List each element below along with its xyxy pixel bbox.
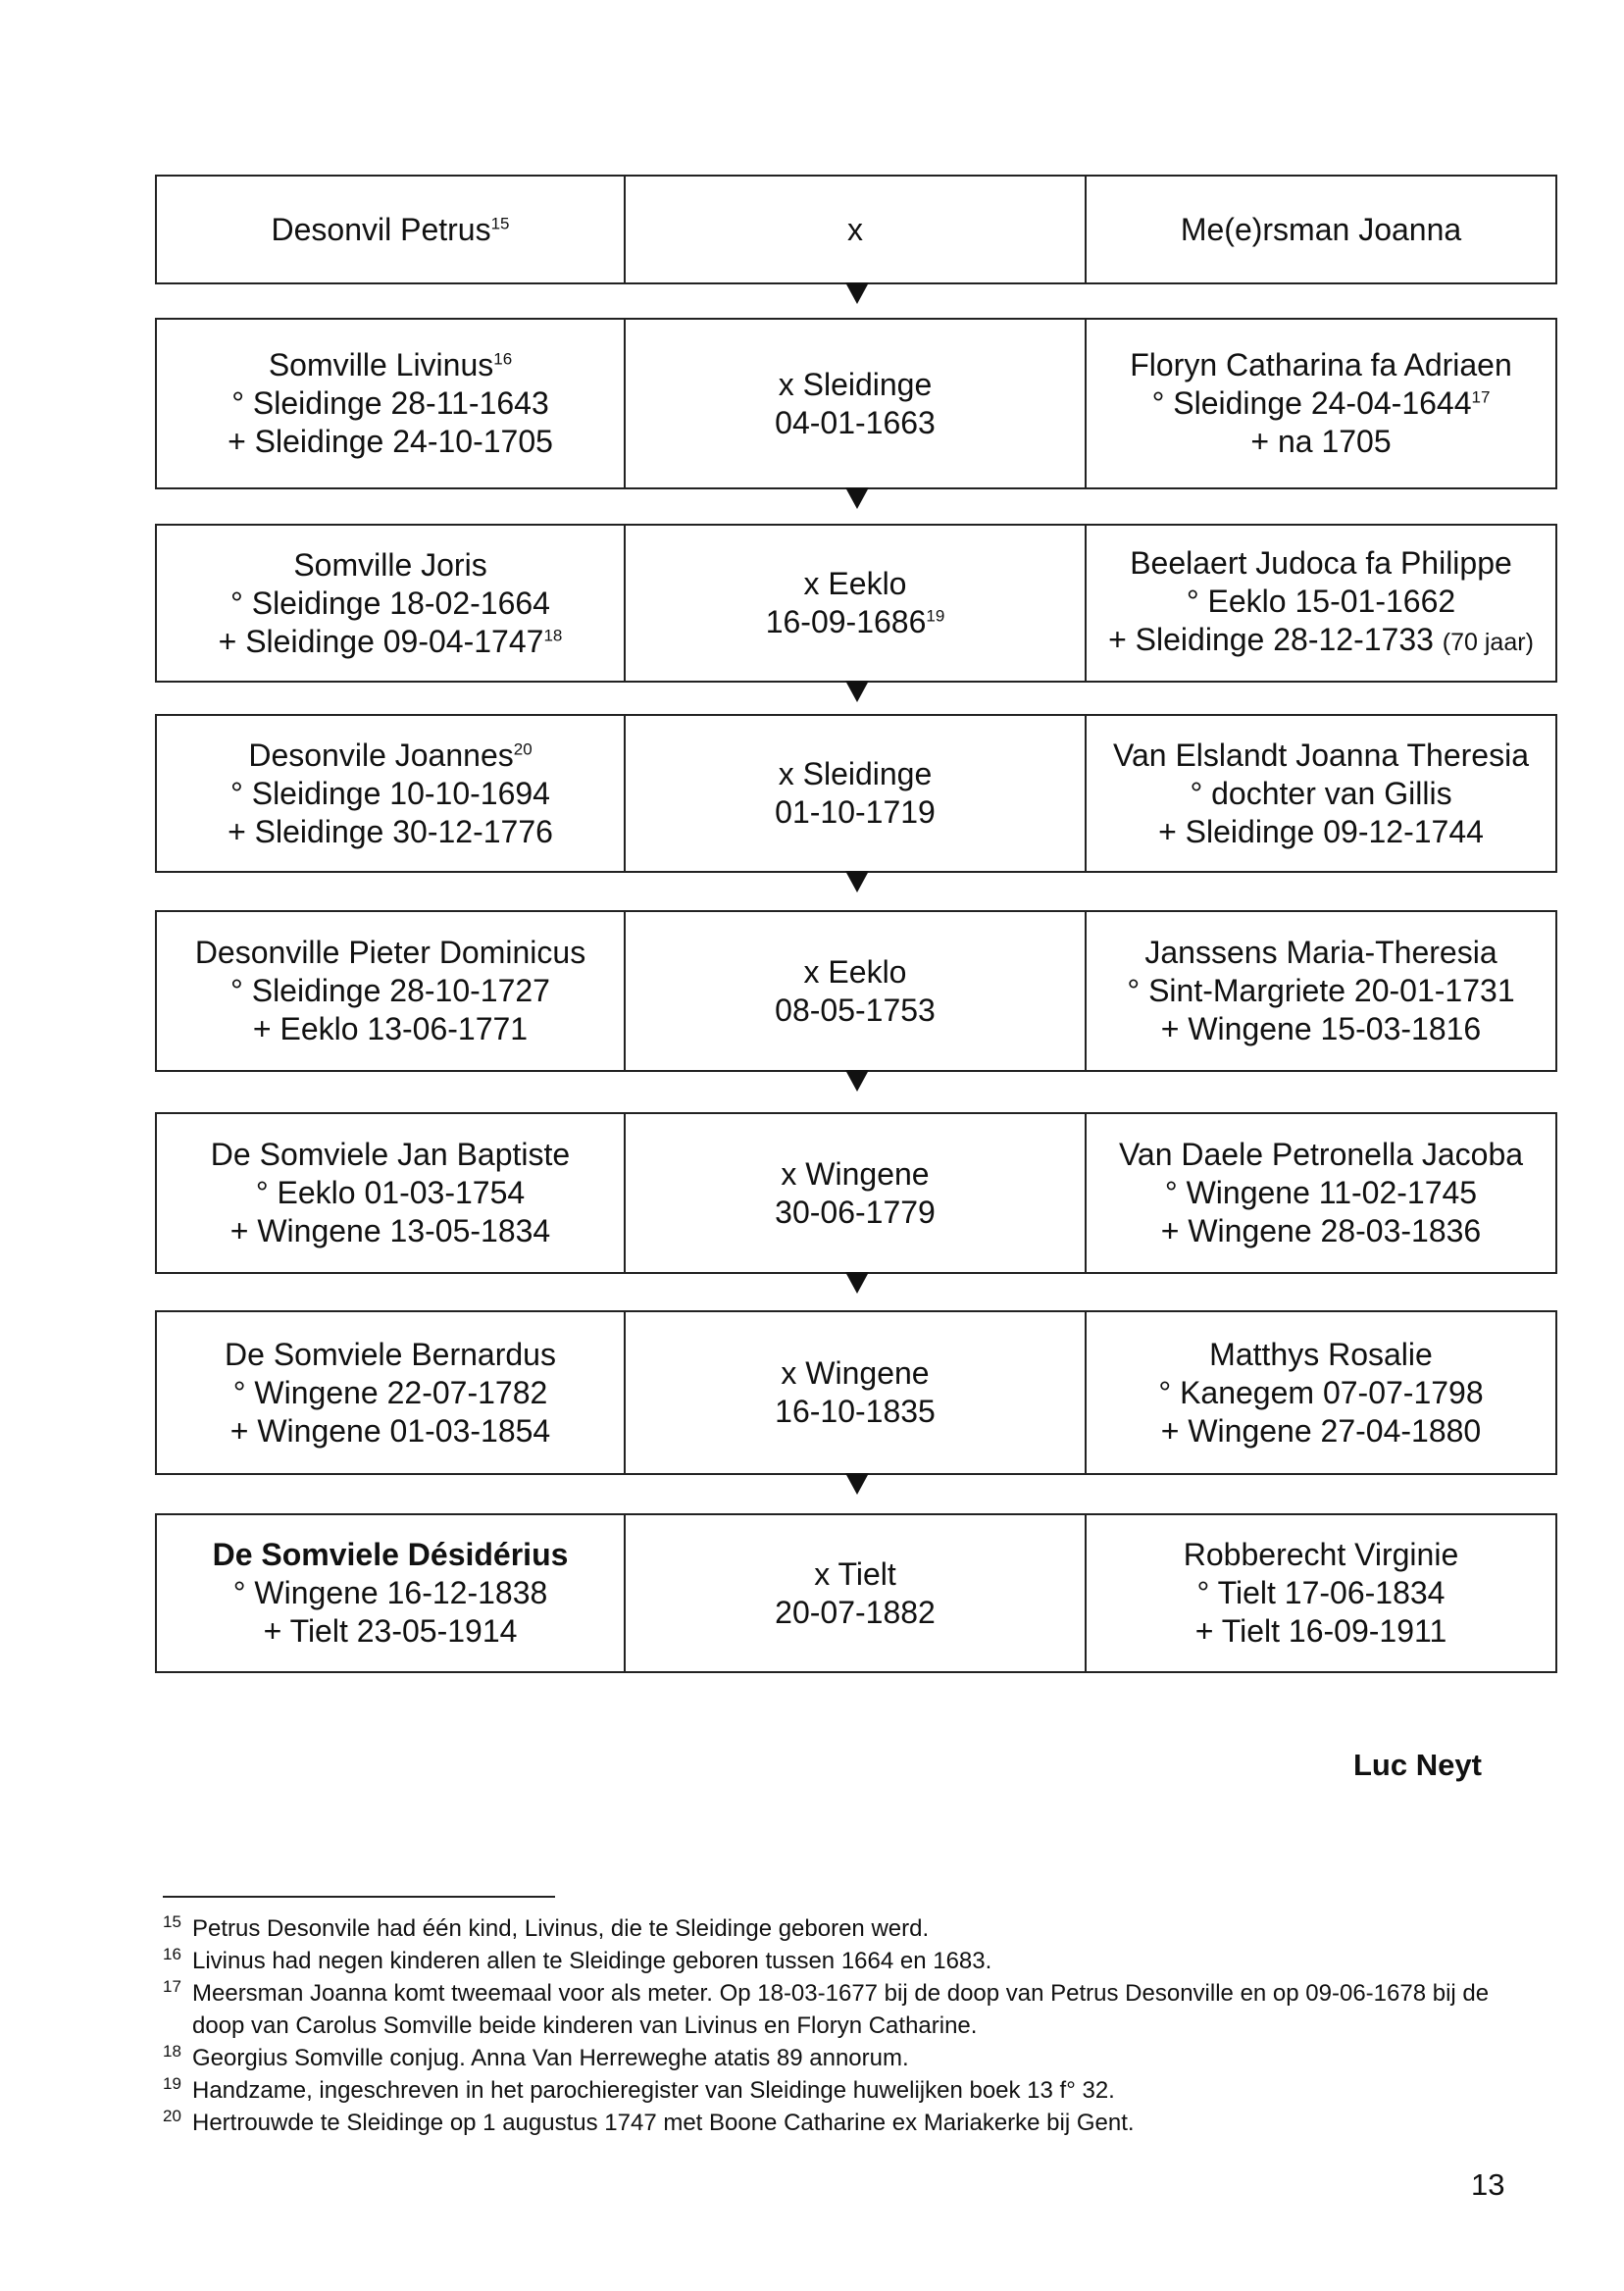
person-line (231, 384, 549, 423)
person-line (269, 346, 512, 384)
down-arrow-icon (845, 871, 869, 892)
line-text: x Sleidinge (778, 366, 933, 402)
spouse-line (1209, 1336, 1433, 1374)
marriage-line (781, 1354, 929, 1393)
person-line (293, 546, 486, 585)
footnote-rule (163, 1896, 555, 1898)
spouse-line (1152, 384, 1491, 423)
line-text: Beelaert Judoca fa Philippe (1130, 545, 1512, 581)
footnote-text: Petrus Desonvile had één kind, Livinus, die te Sleidinge geboren werd. (192, 1915, 930, 1942)
footnote-ref: 15 (490, 213, 510, 232)
footnote (163, 2042, 1536, 2074)
line-text: ° Sint-Margriete 20-01-1731 (1127, 973, 1515, 1008)
line-text: 08-05-1753 (775, 992, 936, 1028)
person-line (225, 1336, 556, 1374)
marriage-line (775, 992, 936, 1030)
generation-row (155, 1513, 1557, 1673)
down-arrow-icon (845, 1070, 869, 1092)
footnote-text: Georgius Somville conjug. Anna Van Herreweghe atatis 89 annorum. (192, 2045, 909, 2071)
spouse-line (1161, 1010, 1481, 1048)
marriage-line (814, 1555, 896, 1594)
footnote-ref: 19 (926, 606, 945, 626)
spouse-line (1195, 1612, 1446, 1651)
line-text: x Wingene (781, 1155, 930, 1192)
footnote-ref: 20 (513, 738, 533, 758)
line-text: 30-06-1779 (775, 1194, 936, 1230)
line-text: + Sleidinge 24-10-1705 (228, 424, 553, 459)
spouse-line (1108, 621, 1534, 662)
line-text: + Tielt 23-05-1914 (263, 1613, 518, 1649)
line-text: + Sleidinge 30-12-1776 (228, 813, 553, 849)
generation-row (155, 318, 1557, 489)
generation-row (155, 175, 1557, 284)
line-text: Desonvil Petrus (271, 211, 491, 247)
marriage-cell (626, 716, 1087, 871)
spouse-cell (1087, 526, 1555, 681)
line-text: ° Wingene 22-07-1782 (232, 1374, 548, 1410)
spouse-cell (1087, 177, 1555, 282)
footnote-ref: 18 (543, 625, 563, 644)
marriage-line (847, 211, 863, 249)
footnote-number: 20 (163, 2107, 181, 2125)
spouse-line (1119, 1136, 1523, 1174)
person-line (271, 211, 509, 249)
line-text: x Eeklo (803, 953, 907, 990)
footnote-number: 17 (163, 1977, 181, 1996)
footnote (163, 1945, 1536, 1977)
line-text: x Wingene (781, 1355, 930, 1391)
line-text: ° Sleidinge 10-10-1694 (230, 775, 550, 811)
spouse-line (1250, 423, 1391, 461)
spouse-line (1165, 1174, 1477, 1212)
line-text: Somville Livinus (268, 347, 494, 382)
line-text: ° Tielt 17-06-1834 (1196, 1575, 1446, 1610)
spouse-line (1113, 737, 1529, 775)
footnote-number: 18 (163, 2042, 181, 2061)
person-cell (157, 320, 626, 487)
line-text: x Tielt (814, 1555, 896, 1592)
person-line (256, 1174, 525, 1212)
footnote (163, 1912, 1536, 1945)
line-text: De Somviele Désidérius (212, 1537, 569, 1572)
line-text: + Sleidinge 09-12-1744 (1158, 813, 1484, 849)
person-cell (157, 177, 626, 282)
down-arrow-icon (845, 282, 869, 304)
line-text: Somville Joris (293, 546, 487, 583)
person-line (228, 423, 553, 461)
line-text: 01-10-1719 (775, 794, 936, 830)
person-cell (157, 1312, 626, 1473)
marriage-line (779, 755, 933, 793)
marriage-cell (626, 526, 1087, 681)
line-text: x Eeklo (803, 566, 907, 601)
spouse-line (1190, 775, 1451, 813)
line-text: ° Kanegem 07-07-1798 (1158, 1374, 1484, 1410)
marriage-line (775, 1594, 936, 1632)
line-text: + Wingene 01-03-1854 (229, 1412, 551, 1449)
footnote (163, 2074, 1536, 2107)
line-text: 04-01-1663 (775, 404, 936, 440)
line-text: Me(e)rsman Joanna (1180, 211, 1462, 247)
line-text: Desonvile Joannes (248, 737, 514, 773)
line-text: x Sleidinge (778, 756, 933, 791)
person-line (230, 585, 550, 623)
person-line (233, 1574, 548, 1612)
down-arrow-icon (845, 487, 869, 509)
down-arrow-icon (845, 1272, 869, 1294)
line-text: x (847, 211, 863, 247)
line-text: De Somviele Jan Baptiste (210, 1137, 571, 1172)
marriage-line (766, 603, 945, 641)
person-cell (157, 912, 626, 1070)
marriage-line (775, 1393, 936, 1431)
generation-row (155, 910, 1557, 1072)
spouse-cell (1087, 320, 1555, 487)
person-line (264, 1612, 518, 1651)
marriage-line (775, 1194, 936, 1232)
line-text: Desonville Pieter Dominicus (194, 935, 586, 970)
age-note: (70 jaar) (1442, 629, 1534, 656)
down-arrow-icon (845, 1473, 869, 1495)
line-text: 16-09-1686 (765, 604, 927, 639)
person-line (248, 737, 532, 775)
line-text: + Sleidinge 09-04-1747 (218, 623, 544, 659)
marriage-cell (626, 912, 1087, 1070)
spouse-line (1144, 934, 1497, 972)
line-text: ° Sleidinge 28-11-1643 (231, 385, 549, 421)
footnote (163, 1977, 1536, 2042)
down-arrow-icon (845, 681, 869, 702)
line-text: 16-10-1835 (775, 1394, 936, 1429)
line-text: ° Eeklo 15-01-1662 (1186, 584, 1456, 619)
person-line (211, 1136, 570, 1174)
author-name: Luc Neyt (1353, 1748, 1482, 1782)
spouse-line (1161, 1212, 1481, 1250)
line-text: + Tielt 16-09-1911 (1194, 1613, 1447, 1649)
spouse-cell (1087, 716, 1555, 871)
person-line (219, 623, 563, 661)
line-text: Van Elslandt Joanna Theresia (1113, 737, 1529, 773)
spouse-cell (1087, 1515, 1555, 1671)
marriage-cell (626, 1515, 1087, 1671)
line-text: 20-07-1882 (775, 1594, 936, 1630)
person-cell (157, 1515, 626, 1671)
spouse-cell (1087, 1114, 1555, 1272)
marriage-line (779, 366, 933, 404)
person-line (233, 1374, 548, 1412)
person-line (228, 813, 553, 851)
line-text: + Eeklo 13-06-1771 (252, 1011, 529, 1046)
marriage-line (775, 404, 936, 442)
line-text: Janssens Maria-Theresia (1144, 935, 1497, 970)
line-text: Matthys Rosalie (1209, 1336, 1433, 1372)
marriage-line (804, 953, 907, 992)
line-text: De Somviele Bernardus (225, 1336, 556, 1372)
marriage-cell (626, 1312, 1087, 1473)
person-cell (157, 716, 626, 871)
line-text: + Wingene 28-03-1836 (1160, 1213, 1482, 1248)
line-text: Robberecht Virginie (1183, 1537, 1459, 1572)
line-text: ° Sleidinge 28-10-1727 (230, 973, 550, 1008)
line-text: + na 1705 (1250, 424, 1392, 459)
person-line (230, 1212, 550, 1250)
spouse-line (1158, 1374, 1483, 1412)
line-text: Van Daele Petronella Jacoba (1118, 1137, 1524, 1172)
footnote-text: Livinus had negen kinderen allen te Sleidinge geboren tussen 1664 en 1683. (192, 1948, 992, 1974)
footnote-number: 16 (163, 1945, 181, 1963)
footnote-text: Meersman Joanna komt tweemaal voor als meter. Op 18-03-1677 bij de doop van Petrus Desonville en op 09-06-1678 bij de doop van Carolus Somville beide kinderen van Livinus en Floryn Catharine. (192, 1980, 1490, 2039)
generation-row (155, 1112, 1557, 1274)
person-line (230, 972, 550, 1010)
line-text: ° Sleidinge 24-04-1644 (1151, 385, 1472, 421)
spouse-cell (1087, 912, 1555, 1070)
generation-row (155, 1310, 1557, 1475)
line-text: ° Sleidinge 18-02-1664 (230, 585, 550, 621)
line-text: ° Wingene 16-12-1838 (232, 1575, 548, 1610)
footnote-ref: 17 (1471, 387, 1491, 407)
marriage-cell (626, 177, 1087, 282)
spouse-cell (1087, 1312, 1555, 1473)
generation-row (155, 524, 1557, 683)
page-number: 13 (1471, 2167, 1505, 2202)
line-text: + Sleidinge 28-12-1733 (1108, 622, 1434, 657)
marriage-line (775, 793, 936, 832)
person-line (213, 1536, 569, 1574)
marriage-cell (626, 1114, 1087, 1272)
spouse-line (1130, 544, 1512, 583)
footnote-text: Hertrouwde te Sleidinge op 1 augustus 1747 met Boone Catharine ex Mariakerke bij Gent. (192, 2110, 1135, 2136)
spouse-line (1130, 346, 1512, 384)
line-text: + Wingene 13-05-1834 (229, 1213, 551, 1248)
person-line (253, 1010, 528, 1048)
spouse-line (1197, 1574, 1446, 1612)
marriage-cell (626, 320, 1087, 487)
marriage-line (781, 1155, 929, 1194)
spouse-line (1184, 1536, 1458, 1574)
person-cell (157, 526, 626, 681)
person-cell (157, 1114, 626, 1272)
footnote-ref: 16 (493, 349, 513, 369)
person-line (195, 934, 585, 972)
spouse-line (1127, 972, 1514, 1010)
line-text: ° dochter van Gillis (1190, 775, 1452, 811)
footnote-number: 15 (163, 1912, 181, 1931)
spouse-line (1187, 583, 1455, 621)
marriage-line (804, 565, 907, 603)
person-line (230, 1412, 550, 1451)
footnotes (163, 1912, 1536, 2139)
footnote (163, 2107, 1536, 2139)
person-line (230, 775, 550, 813)
spouse-line (1161, 1412, 1481, 1451)
line-text: ° Eeklo 01-03-1754 (255, 1175, 526, 1210)
line-text: ° Wingene 11-02-1745 (1164, 1175, 1478, 1210)
spouse-line (1158, 813, 1484, 851)
footnote-text: Handzame, ingeschreven in het parochieregister van Sleidinge huwelijken boek 13 f° 32. (192, 2077, 1115, 2104)
generation-row (155, 714, 1557, 873)
line-text: + Wingene 27-04-1880 (1160, 1412, 1482, 1449)
line-text: + Wingene 15-03-1816 (1160, 1011, 1482, 1046)
line-text: Floryn Catharina fa Adriaen (1130, 347, 1512, 382)
footnote-number: 19 (163, 2074, 181, 2093)
spouse-line (1181, 211, 1461, 249)
